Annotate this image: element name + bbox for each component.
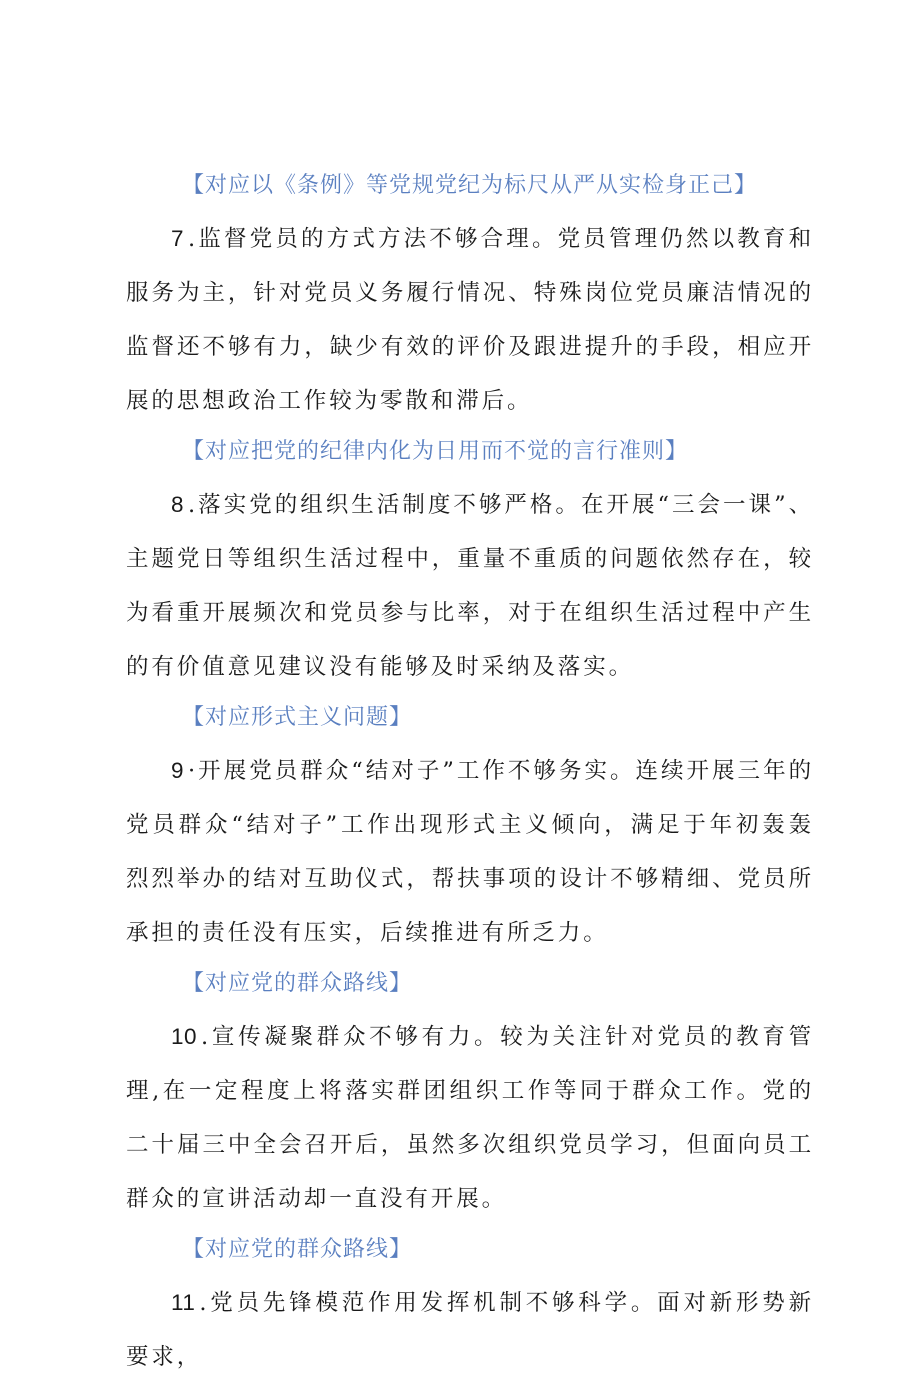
paragraph-item-8 (126, 478, 814, 694)
section-tag: 【对应党的群众路线】 (182, 971, 413, 996)
item-number: 7 (171, 226, 185, 251)
item-text: .监督党员的方式方法不够合理。党员管理仍然以教育和服务为主，针对党员义务履行情况、特殊岗位党员廉洁情况的监督还不够有力，缺少有效的评价及跟进提升的手段，相应开展的思想政治工作较为零散和滞后。 (126, 226, 814, 414)
item-number: 11 (171, 1290, 196, 1315)
item-number: 8 (171, 492, 185, 517)
document-body (126, 162, 814, 1384)
item-number: 10 (171, 1024, 198, 1049)
item-number: 9 (171, 758, 185, 783)
section-tag: 【对应把党的纪律内化为日用而不觉的言行准则】 (182, 439, 689, 464)
item-text: ·开展党员群众“结对子”工作不够务实。连续开展三年的党员群众“结对子”工作出现形式主义倾向，满足于年初轰轰烈烈举办的结对互助仪式，帮扶事项的设计不够精细、党员所承担的责任没有压实，后续推进有所乏力。 (126, 758, 814, 946)
paragraph-item-7 (126, 212, 814, 428)
section-tag: 【对应形式主义问题】 (182, 705, 413, 730)
section-tag: 【对应党的群众路线】 (182, 1237, 413, 1262)
section-tag: 【对应以《条例》等党规党纪为标尺从严从实检身正己】 (182, 173, 758, 198)
item-text: .党员先锋模范作用发挥机制不够科学。面对新形势新要求， (126, 1290, 814, 1370)
paragraph-item-10 (126, 1010, 814, 1226)
item-text: .宣传凝聚群众不够有力。较为关注针对党员的教育管理,在一定程度上将落实群团组织工作等同于群众工作。党的二十届三中全会召开后，虽然多次组织党员学习，但面向员工群众的宣讲活动却一直没有开展。 (126, 1024, 814, 1212)
item-text: .落实党的组织生活制度不够严格。在开展“三会一课”、主题党日等组织生活过程中，重量不重质的问题依然存在，较为看重开展频次和党员参与比率，对于在组织生活过程中产生的有价值意见建议没有能够及时采纳及落实。 (126, 492, 814, 680)
paragraph-item-11 (126, 1276, 814, 1384)
paragraph-item-9 (126, 744, 814, 960)
